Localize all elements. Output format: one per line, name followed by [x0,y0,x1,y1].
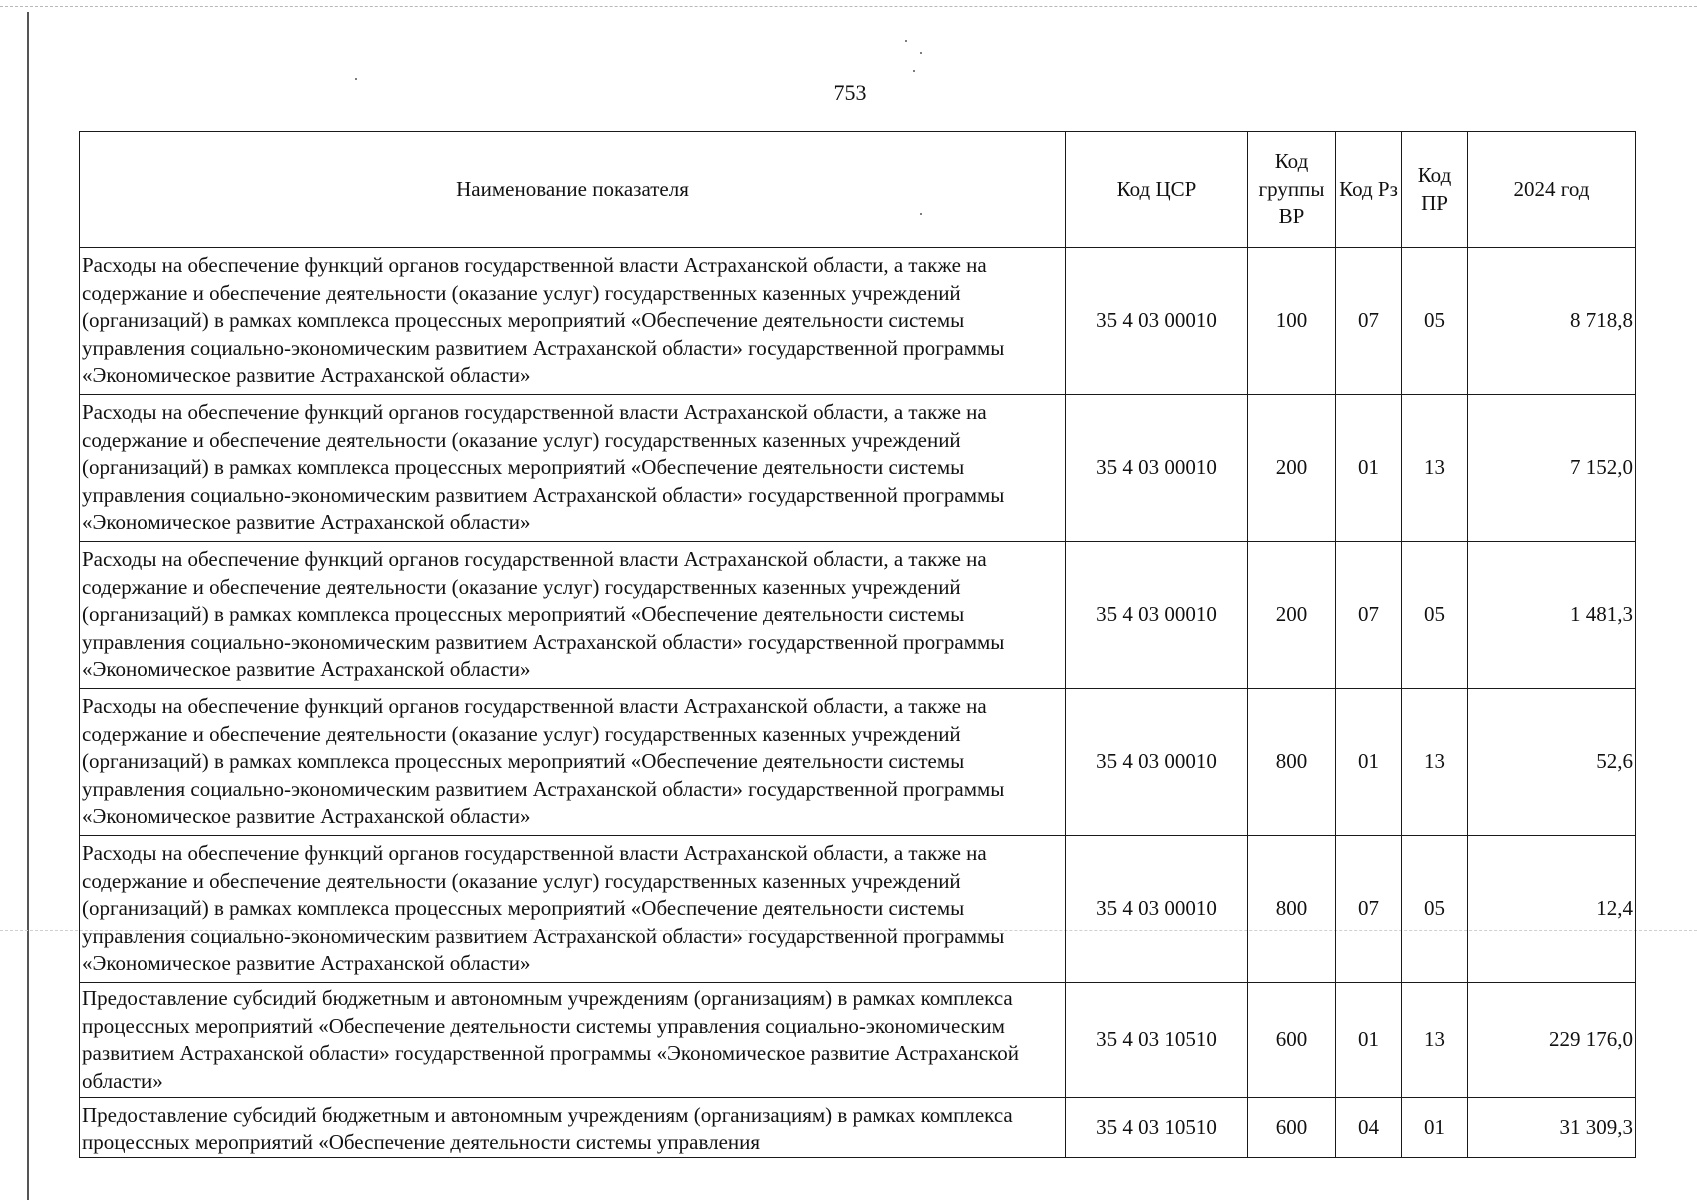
table-row [80,836,1636,983]
row-vr-code: 600 [1248,1098,1336,1158]
row-rz-code: 01 [1336,983,1402,1098]
row-vr-code: 600 [1248,983,1336,1098]
table-row [80,689,1636,836]
row-rz-code: 01 [1336,395,1402,542]
header-name: Наименование показателя [80,132,1066,248]
header-rz-code: Код Рз [1336,132,1402,248]
header-year-2024: 2024 год [1468,132,1636,248]
row-pr-code: 05 [1402,836,1468,983]
row-pr-code: 05 [1402,248,1468,395]
row-amount: 7 152,0 [1468,395,1636,542]
row-csr-code: 35 4 03 00010 [1066,836,1248,983]
row-rz-code: 07 [1336,248,1402,395]
row-pr-code: 13 [1402,395,1468,542]
table-row [80,248,1636,395]
row-pr-code: 13 [1402,689,1468,836]
row-rz-code: 01 [1336,689,1402,836]
row-amount: 229 176,0 [1468,983,1636,1098]
header-vr-code: Код группы ВР [1248,132,1336,248]
row-name: Предоставление субсидий бюджетным и автономным учреждениям (организациям) в рамках комплекса процессных мероприятий «Обеспечение деятельности системы управления [82,1102,1013,1154]
row-vr-code: 100 [1248,248,1336,395]
row-amount: 31 309,3 [1468,1098,1636,1158]
row-name-cell [80,1098,1066,1158]
row-csr-code: 35 4 03 10510 [1066,983,1248,1098]
row-name: Расходы на обеспечение функций органов государственной власти Астраханской области, а также на содержание и обеспечение деятельности (оказание услуг) государственных казенных учреждений (организаций) в рамках комплекса процессных мероприятий «Обеспечение деятельности системы управления социально-экономическим развитием Астраханской области» государственной программы «Экономическое развитие Астраханской области» [80,542,1066,689]
row-amount: 12,4 [1468,836,1636,983]
row-amount: 52,6 [1468,689,1636,836]
row-name: Расходы на обеспечение функций органов государственной власти Астраханской области, а также на содержание и обеспечение деятельности (оказание услуг) государственных казенных учреждений (организаций) в рамках комплекса процессных мероприятий «Обеспечение деятельности системы управления социально-экономическим развитием Астраханской области» государственной программы «Экономическое развитие Астраханской области» [80,248,1066,395]
row-name: Предоставление субсидий бюджетным и автономным учреждениям (организациям) в рамках комплекса процессных мероприятий «Обеспечение деятельности системы управления социально-экономическим развитием Астраханской области» государственной программы «Экономическое развитие Астраханской области» [80,983,1066,1098]
header-csr-code: Код ЦСР [1066,132,1248,248]
row-vr-code: 200 [1248,395,1336,542]
table-header-row [80,132,1636,248]
budget-table [79,131,1636,1158]
row-name: Расходы на обеспечение функций органов государственной власти Астраханской области, а также на содержание и обеспечение деятельности (оказание услуг) государственных казенных учреждений (организаций) в рамках комплекса процессных мероприятий «Обеспечение деятельности системы управления социально-экономическим развитием Астраханской области» государственной программы «Экономическое развитие Астраханской области» [80,689,1066,836]
table-row [80,395,1636,542]
row-csr-code: 35 4 03 00010 [1066,689,1248,836]
row-csr-code: 35 4 03 00010 [1066,395,1248,542]
table-row [80,542,1636,689]
row-rz-code: 07 [1336,836,1402,983]
row-rz-code: 07 [1336,542,1402,689]
row-csr-code: 35 4 03 10510 [1066,1098,1248,1158]
row-pr-code: 01 [1402,1098,1468,1158]
page-number: 753 [833,80,867,105]
row-vr-code: 200 [1248,542,1336,689]
table-row [80,983,1636,1098]
row-rz-code: 04 [1336,1098,1402,1158]
scan-speck [905,40,907,42]
scan-edge-top [0,6,1697,7]
scan-speck [913,70,915,72]
table-row [80,1098,1636,1158]
row-name: Расходы на обеспечение функций органов государственной власти Астраханской области, а также на содержание и обеспечение деятельности (оказание услуг) государственных казенных учреждений (организаций) в рамках комплекса процессных мероприятий «Обеспечение деятельности системы управления социально-экономическим развитием Астраханской области» государственной программы «Экономическое развитие Астраханской области» [80,836,1066,983]
scan-speck [920,52,922,54]
scan-edge-left [27,12,29,1200]
row-vr-code: 800 [1248,836,1336,983]
scan-speck [355,78,357,80]
row-vr-code: 800 [1248,689,1336,836]
row-pr-code: 05 [1402,542,1468,689]
row-name: Расходы на обеспечение функций органов государственной власти Астраханской области, а также на содержание и обеспечение деятельности (оказание услуг) государственных казенных учреждений (организаций) в рамках комплекса процессных мероприятий «Обеспечение деятельности системы управления социально-экономическим развитием Астраханской области» государственной программы «Экономическое развитие Астраханской области» [80,395,1066,542]
row-amount: 8 718,8 [1468,248,1636,395]
row-csr-code: 35 4 03 00010 [1066,248,1248,395]
row-csr-code: 35 4 03 00010 [1066,542,1248,689]
row-pr-code: 13 [1402,983,1468,1098]
header-pr-code: Код ПР [1402,132,1468,248]
row-amount: 1 481,3 [1468,542,1636,689]
